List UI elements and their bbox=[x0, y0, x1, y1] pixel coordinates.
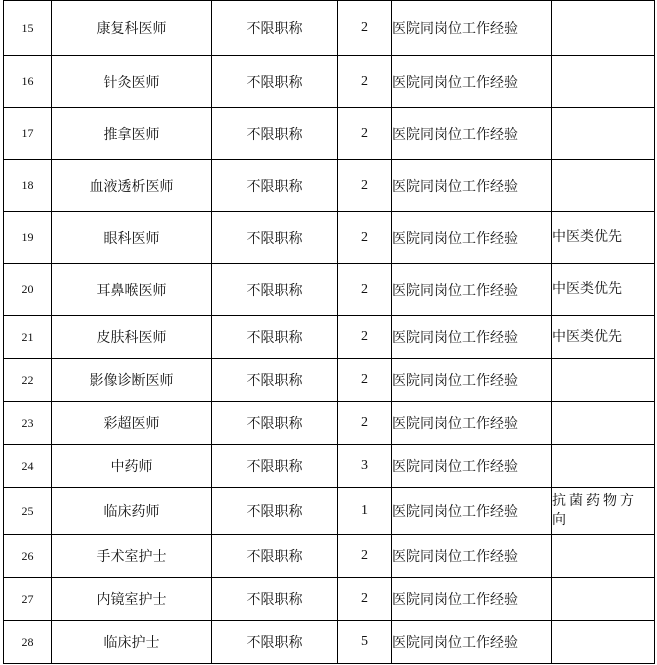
position-name-cell: 内镜室护士 bbox=[52, 578, 212, 621]
remark-cell bbox=[552, 578, 655, 621]
headcount-cell: 2 bbox=[338, 316, 392, 359]
headcount-cell: 2 bbox=[338, 359, 392, 402]
remark-cell: 抗菌药物方向 bbox=[552, 488, 655, 535]
row-number-cell: 18 bbox=[4, 160, 52, 212]
headcount-cell: 2 bbox=[338, 108, 392, 160]
row-number-cell: 26 bbox=[4, 535, 52, 578]
remark-cell bbox=[552, 445, 655, 488]
title-requirement-cell: 不限职称 bbox=[212, 445, 338, 488]
headcount-cell: 1 bbox=[338, 488, 392, 535]
position-name-cell: 皮肤科医师 bbox=[52, 316, 212, 359]
position-name-cell: 手术室护士 bbox=[52, 535, 212, 578]
remark-cell bbox=[552, 402, 655, 445]
title-requirement-cell: 不限职称 bbox=[212, 316, 338, 359]
position-name-cell: 中药师 bbox=[52, 445, 212, 488]
position-name-cell: 影像诊断医师 bbox=[52, 359, 212, 402]
experience-requirement-cell: 医院同岗位工作经验 bbox=[392, 160, 552, 212]
headcount-cell: 2 bbox=[338, 402, 392, 445]
table-row bbox=[4, 160, 655, 212]
title-requirement-cell: 不限职称 bbox=[212, 621, 338, 664]
experience-requirement-cell: 医院同岗位工作经验 bbox=[392, 1, 552, 56]
row-number-cell: 17 bbox=[4, 108, 52, 160]
table-row bbox=[4, 578, 655, 621]
experience-requirement-cell: 医院同岗位工作经验 bbox=[392, 535, 552, 578]
position-name-cell: 康复科医师 bbox=[52, 1, 212, 56]
position-name-cell: 彩超医师 bbox=[52, 402, 212, 445]
position-name-cell: 临床药师 bbox=[52, 488, 212, 535]
experience-requirement-cell: 医院同岗位工作经验 bbox=[392, 402, 552, 445]
row-number-cell: 21 bbox=[4, 316, 52, 359]
remark-cell bbox=[552, 535, 655, 578]
headcount-cell: 5 bbox=[338, 621, 392, 664]
experience-requirement-cell: 医院同岗位工作经验 bbox=[392, 264, 552, 316]
title-requirement-cell: 不限职称 bbox=[212, 359, 338, 402]
remark-cell bbox=[552, 359, 655, 402]
row-number-cell: 24 bbox=[4, 445, 52, 488]
table-row bbox=[4, 108, 655, 160]
remark-cell: 中医类优先 bbox=[552, 264, 655, 316]
row-number-cell: 28 bbox=[4, 621, 52, 664]
headcount-cell: 2 bbox=[338, 578, 392, 621]
experience-requirement-cell: 医院同岗位工作经验 bbox=[392, 488, 552, 535]
row-number-cell: 15 bbox=[4, 1, 52, 56]
row-number-cell: 23 bbox=[4, 402, 52, 445]
table-row bbox=[4, 402, 655, 445]
table-row bbox=[4, 445, 655, 488]
title-requirement-cell: 不限职称 bbox=[212, 212, 338, 264]
position-name-cell: 血液透析医师 bbox=[52, 160, 212, 212]
experience-requirement-cell: 医院同岗位工作经验 bbox=[392, 445, 552, 488]
table-row bbox=[4, 264, 655, 316]
title-requirement-cell: 不限职称 bbox=[212, 160, 338, 212]
title-requirement-cell: 不限职称 bbox=[212, 264, 338, 316]
title-requirement-cell: 不限职称 bbox=[212, 56, 338, 108]
remark-cell bbox=[552, 1, 655, 56]
row-number-cell: 20 bbox=[4, 264, 52, 316]
row-number-cell: 16 bbox=[4, 56, 52, 108]
position-name-cell: 针灸医师 bbox=[52, 56, 212, 108]
experience-requirement-cell: 医院同岗位工作经验 bbox=[392, 621, 552, 664]
table-row bbox=[4, 212, 655, 264]
title-requirement-cell: 不限职称 bbox=[212, 535, 338, 578]
title-requirement-cell: 不限职称 bbox=[212, 578, 338, 621]
position-name-cell: 眼科医师 bbox=[52, 212, 212, 264]
recruitment-table bbox=[3, 0, 655, 664]
title-requirement-cell: 不限职称 bbox=[212, 108, 338, 160]
remark-cell bbox=[552, 160, 655, 212]
remark-cell bbox=[552, 56, 655, 108]
experience-requirement-cell: 医院同岗位工作经验 bbox=[392, 212, 552, 264]
table-row bbox=[4, 316, 655, 359]
headcount-cell: 2 bbox=[338, 160, 392, 212]
table-row bbox=[4, 56, 655, 108]
remark-cell bbox=[552, 621, 655, 664]
table-row bbox=[4, 535, 655, 578]
title-requirement-cell: 不限职称 bbox=[212, 402, 338, 445]
experience-requirement-cell: 医院同岗位工作经验 bbox=[392, 359, 552, 402]
title-requirement-cell: 不限职称 bbox=[212, 488, 338, 535]
experience-requirement-cell: 医院同岗位工作经验 bbox=[392, 56, 552, 108]
headcount-cell: 2 bbox=[338, 212, 392, 264]
remark-cell bbox=[552, 108, 655, 160]
headcount-cell: 3 bbox=[338, 445, 392, 488]
headcount-cell: 2 bbox=[338, 535, 392, 578]
position-name-cell: 耳鼻喉医师 bbox=[52, 264, 212, 316]
position-name-cell: 推拿医师 bbox=[52, 108, 212, 160]
headcount-cell: 2 bbox=[338, 1, 392, 56]
table-row bbox=[4, 1, 655, 56]
headcount-cell: 2 bbox=[338, 56, 392, 108]
row-number-cell: 25 bbox=[4, 488, 52, 535]
experience-requirement-cell: 医院同岗位工作经验 bbox=[392, 578, 552, 621]
experience-requirement-cell: 医院同岗位工作经验 bbox=[392, 316, 552, 359]
table-row bbox=[4, 359, 655, 402]
table-row bbox=[4, 621, 655, 664]
remark-cell: 中医类优先 bbox=[552, 212, 655, 264]
position-name-cell: 临床护士 bbox=[52, 621, 212, 664]
row-number-cell: 22 bbox=[4, 359, 52, 402]
table-body bbox=[4, 1, 655, 664]
row-number-cell: 19 bbox=[4, 212, 52, 264]
table-row bbox=[4, 488, 655, 535]
experience-requirement-cell: 医院同岗位工作经验 bbox=[392, 108, 552, 160]
remark-cell: 中医类优先 bbox=[552, 316, 655, 359]
title-requirement-cell: 不限职称 bbox=[212, 1, 338, 56]
headcount-cell: 2 bbox=[338, 264, 392, 316]
row-number-cell: 27 bbox=[4, 578, 52, 621]
